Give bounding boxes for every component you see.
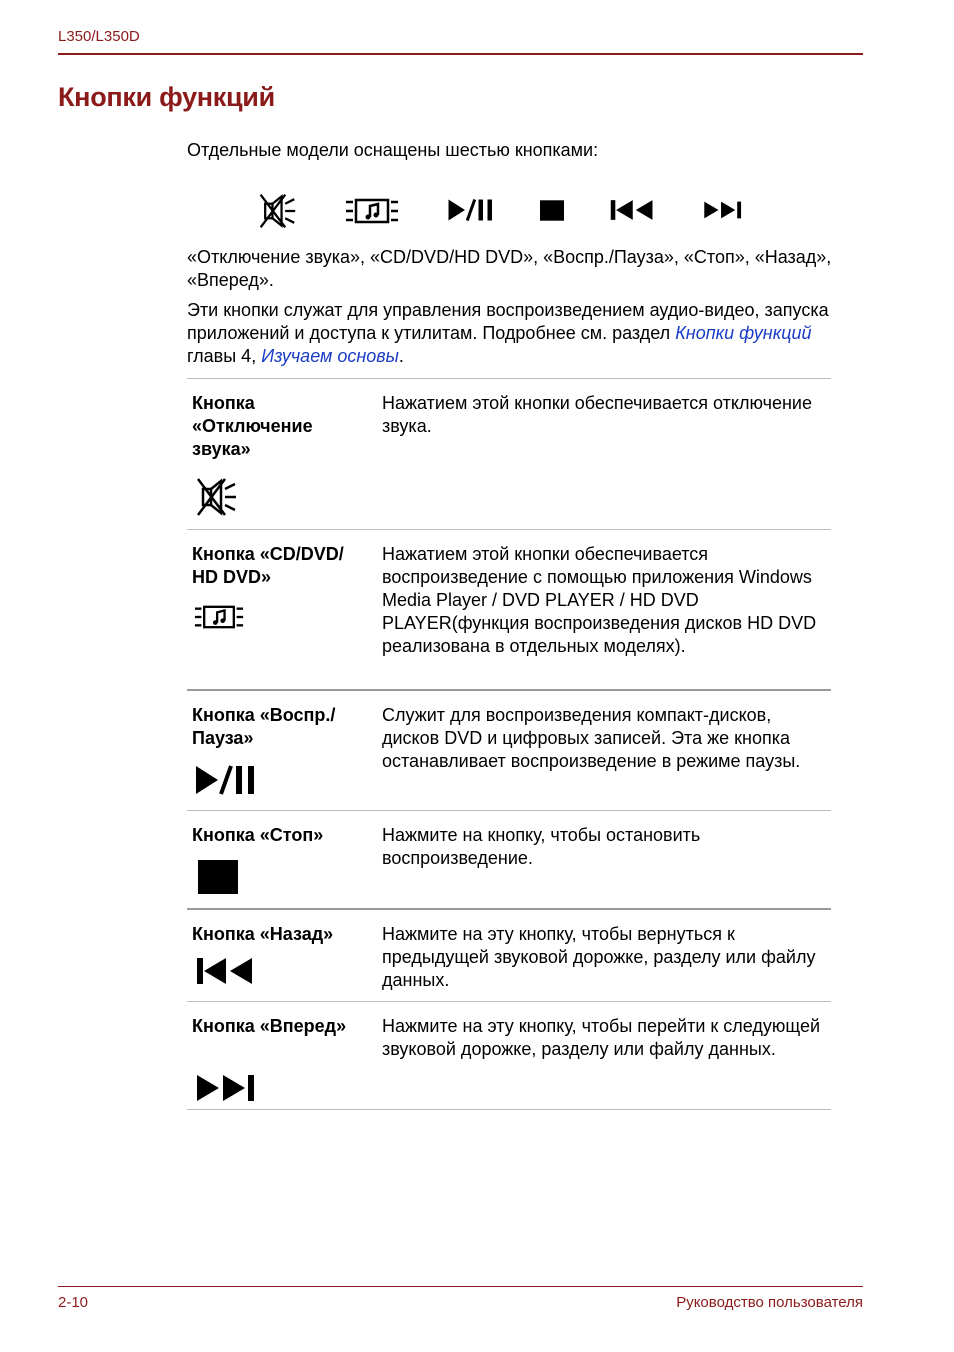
row-description: Нажатием этой кнопки обеспечивается отключение звука. [382,393,812,436]
table-row-cd-dvd [187,529,831,689]
row-label: Кнопка «CD/DVD/ HD DVD» [192,544,344,587]
play-pause-icon [447,197,495,223]
footer-rule [58,1286,863,1287]
table-row-mute [187,378,831,529]
cd-dvd-icon [345,196,399,226]
row-label: Кнопка «Вперед» [192,1016,347,1036]
row-label: Кнопка «Назад» [192,924,334,944]
row-label: Кнопка «Отключение звука» [192,393,313,459]
page-title: Кнопки функций [58,82,275,112]
intro-text: Отдельные модели оснащены шестью кнопками: [187,140,599,160]
row-description: Нажмите на кнопку, чтобы остановить воспроизведение. [382,825,701,868]
button-names: «Отключение звука», «CD/DVD/HD DVD», «Воспр./Пауза», «Стоп», «Назад», «Вперед». [187,247,832,290]
next-icon [195,1073,257,1103]
description-paragraph [187,299,847,368]
link-learning-basics[interactable]: Изучаем основы [261,346,399,366]
row-description: Нажмите на эту кнопку, чтобы вернуться к предыдущей звуковой дорожке, разделу или файлу данных. [382,924,816,990]
mute-icon [257,191,297,231]
function-buttons-table [187,378,831,1110]
mute-icon [194,475,238,519]
previous-icon [610,198,654,222]
stop-icon [540,200,564,221]
row-label: Кнопка «Стоп» [192,825,324,845]
table-row-stop [187,810,831,908]
link-function-buttons[interactable]: Кнопки функций [675,323,812,343]
play-pause-icon [194,763,258,797]
description-text: Эти кнопки служат для управления воспроизведением аудио-видео, запуска приложений и доступа к утилитам. Подробнее см. раздел [187,300,829,343]
cd-dvd-icon [194,603,244,631]
table-row-previous [187,908,831,1001]
description-text-middle: главы 4, [187,346,257,366]
row-description: Нажатием этой кнопки обеспечивается воспроизведение с помощью приложения Windows Media Player / DVD PLAYER / HD DVD PLAYER(функция воспроизведения дисков HD DVD реализована в отдельных моделях). [382,544,817,656]
footer-page-number: 2-10 [58,1294,89,1311]
row-description: Служит для воспроизведения компакт-дисков, дисков DVD и цифровых записей. Эта же кнопка останавливает воспроизведение в режиме паузы. [382,705,801,771]
description-text-end: . [398,346,404,366]
row-description: Нажмите на эту кнопку, чтобы перейти к следующей звуковой дорожке, разделу или файлу данных. [382,1016,821,1059]
table-row-play-pause [187,689,831,810]
function-icons-row [253,190,753,234]
header-model: L350/L350D [58,28,140,45]
header-rule [58,53,863,55]
table-row-next [187,1001,831,1110]
row-label: Кнопка «Воспр./Пауза» [192,705,336,748]
next-icon [703,198,743,222]
previous-icon [196,956,254,986]
stop-icon [197,860,239,894]
footer-guide-title: Руководство пользователя [676,1294,863,1311]
